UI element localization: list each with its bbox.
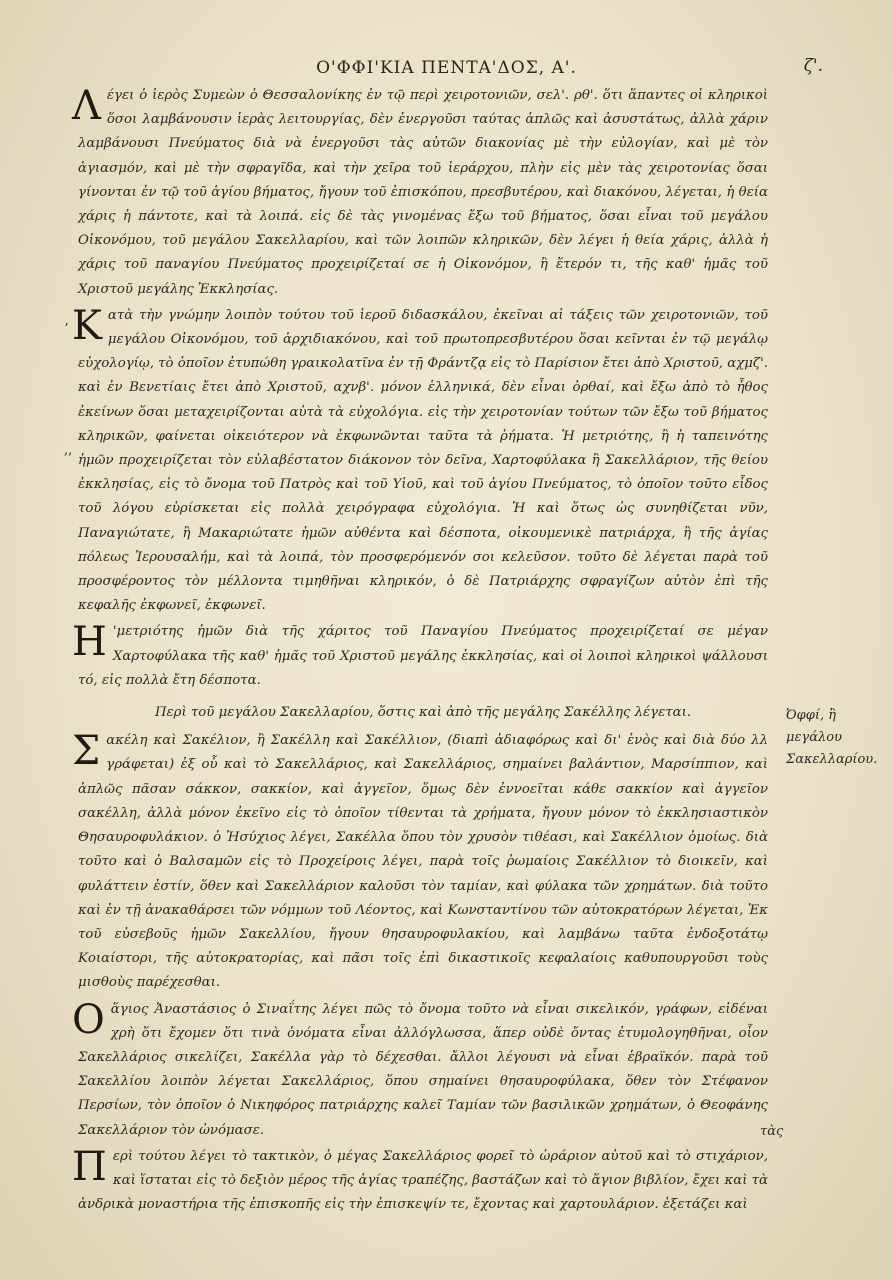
drop-cap: Η bbox=[72, 619, 107, 666]
paragraph-text: ατὰ τὴν γνώμην λοιπὸν τούτου τοῦ ἱεροῦ διδασκάλου, ἐκεῖναι αἱ τάξεις τῶν χειροτονιῶν, τοῦ μεγάλου Οἰκονόμου, τοῦ ἀρχιδιακόνου, καὶ τοῦ πρωτοπρεσβυτέρου ὅσαι κεῖνται ἐν τῷ μεγάλῳ εὐχολογίῳ, τὸ ὁποῖον ἐτυπώθη γραικολατῖνα ἐν τῇ Φράντζᾳ εἰς τὸ Παρίσιον ἔτει ἀπὸ Χριστοῦ, αχμζ'. καὶ ἐν Βενετίαις ἔτει ἀπὸ Χριστοῦ, αχνβ'. μόνον ἑλληνικά, δὲν εἶναι ὀρθαί, καὶ ἔξω ἀπὸ τὸ ἦθος ἐκείνων ὅσαι μεταχειρίζονται αὐτὰ τὰ εὐχολόγια. εἰς τὴν χειροτονίαν τούτων τῶν ἔξω τοῦ βήματος κληρικῶν, φαίνεται οἰκειότερον νὰ ἐκφωνῶνται ταῦτα τὰ ῥήματα. Ἡ μετριότης, ἢ ἡ ταπεινότης ἡμῶν προχειρίζεται τὸν εὐλαβέστατον διάκονον τὸν δεῖνα, Χαρτοφύλακα ἢ Σακελλάριον, τῆς θείου ἐκκλησίας, εἰς τὸ ὄνομα τοῦ Πατρὸς καὶ τοῦ Υἱοῦ, καὶ τοῦ ἁγίου Πνεύματος, τὸ ὁποῖον τοῦτο εἶδος τοῦ λόγου εὑρίσκεται εἰς πολλὰ χειρόγραφα εὐχολόγια. Ἡ καὶ ὅτως ὡς συνηθίζεται νῦν, Παναγιώτατε, ἢ Μακαριώτατε ἡμῶν αὐθέντα καὶ δέσποτα, οἰκουμενικὲ πατριάρχα, ἢ τῆς ἁγίας πόλεως Ἱερουσαλήμ, καὶ τὰ λοιπά, τὸν προσφερόμενόν σοι κελεῦσον. τοῦτο δὲ λέγεται παρὰ τοῦ προσφέροντος τὸν μέλλοντα τιμηθῆναι κληρικόν, ὁ δὲ Πατριάρχης σφραγίζων αὐτὸν ἐπὶ τῆς κεφαλῆς ἐκφωνεῖ, ἐκφωνεῖ. bbox=[78, 307, 768, 614]
paragraph bbox=[72, 83, 768, 302]
paragraph-text: έγει ὁ ἱερὸς Συμεὼν ὁ Θεσσαλονίκης ἐν τῷ περὶ χειροτονιῶν, σελ'. ρθ'. ὅτι ἅπαντες οἱ κληρικοὶ ὅσοι λαμβάνουσιν ἱερὰς λειτουργίας, δὲν ἐνεργοῦσι ταύτας ἁπλῶς καὶ ἀσυστάτως, ἀλλὰ χάριν λαμβάνουσι Πνεύματος διὰ νὰ ἐνεργοῦσι τὰς αὐτῶν διακονίας μὲ τὴν εὐλογίαν, καὶ μὲ τὸν ἁγιασμόν, καὶ μὲ τὴν σφραγῖδα, καὶ τὴν χεῖρα τοῦ ἱεράρχου, πλὴν εἰς μὲν τὰς χειροτονίας ὅσαι γίνονται ἐν τῷ τοῦ ἁγίου βήματος, ἤγουν τοῦ ἐπισκόπου, πρεσβυτέρου, καὶ διακόνου, λέγεται, ἡ θεία χάρις ἡ πάντοτε, καὶ τὰ λοιπά. εἰς δὲ τὰς γινομένας ἔξω τοῦ βήματος, ὅσαι εἶναι τοῦ μεγάλου Οἰκονόμου, τοῦ μεγάλου Σακελλαρίου, καὶ τῶν λοιπῶν κληρικῶν, δὲν λέγει ἡ θεία χάρις, ἀλλὰ ἡ χάρις τοῦ παναγίου Πνεύματος προχειρίζεταί σε ἡ Οἰκονόμον, ἢ ἕτερόν τι, τῆς καθ' ἡμᾶς τοῦ Χριστοῦ μεγάλης Ἐκκλησίας. bbox=[78, 88, 768, 297]
paragraph bbox=[72, 1143, 768, 1218]
section-heading: Περὶ τοῦ μεγάλου Σακελλαρίου, ὅστις καὶ ἀπὸ τῆς μεγάλης Σακέλλης λέγεται. bbox=[154, 705, 692, 721]
running-title: Ο'ΦΦΙ'ΚΙΑ ΠΕΝΤΑ'ΔΟΣ, Α'. bbox=[316, 58, 577, 78]
paragraph-text: ακέλη καὶ Σακέλιον, ἢ Σακέλλη καὶ Σακέλλιον, (διαπὶ ἀδιαφόρως καὶ δι' ἑνὸς καὶ διὰ δύο λλ γράφεται) ἐξ οὗ καὶ τὸ Σακελλάριος, καὶ Σακελλάριος, σημαίνει βαλάντιον, Μαρσίππιον, καὶ ἁπλῶς πᾶσαν σάκκον, σακκίον, καὶ ἀγγεῖον, ὅμως δὲν ἐννοεῖται κάθε σακκίον καὶ ἀγγεῖον σακέλλη, ἀλλὰ μόνον ἐκεῖνο εἰς τὸ ὁποῖον τίθενται τὰ χρήματα, ἤγουν μόνον τὸ ἐκκλησιαστικὸν Θησαυροφυλάκιον. ὁ Ἡσύχιος λέγει, Σακέλλα ὅπου τὸν χρυσὸν τιθέασι, καὶ Σακέλλιον ὁμοίως. διὰ τοῦτο καὶ ὁ Βαλσαμῶν εἰς τὸ Προχείροις λέγει, παρὰ τοῖς ῥωμαίοις Σακέλλιον τὸ διοικεῖν, καὶ φυλάττειν ἐστίν, ὅθεν καὶ Σακελλάριον καλοῦσι τὸν ταμίαν, καὶ φύλακα τῶν χρημάτων. διὰ τοῦτο καὶ ἐν τῇ ἀνακαθάρσει τῶν νόμμων τοῦ Λέοντος, καὶ Κωνσταντίνου τῶν αὐτοκρατόρων λέγεται, Ἐκ τοῦ εὐσεβοῦς ἡμῶν Σακελλίου, ἤγουν θησαυροφυλακίου, καὶ λαμβάνω ταῦτα ἐνδοξοτάτῳ Κοιαίστορι, τῆς αὐτοκρατορίας, καὶ πᾶσι τοῖς ἐπὶ δικαστικοῖς κεφαλαίοις καθυπουργοῦσι τοὺς μισθοὺς παρέχεσθαι. bbox=[78, 733, 768, 991]
drop-cap: Λ bbox=[72, 83, 101, 129]
margin-mark: ʼ bbox=[64, 322, 69, 337]
drop-cap: Π bbox=[72, 1143, 107, 1190]
paragraph bbox=[72, 728, 768, 995]
drop-cap: Σ bbox=[72, 728, 101, 775]
paragraph bbox=[72, 996, 768, 1143]
margin-mark: ,, bbox=[64, 443, 73, 458]
paragraph-text: ερὶ τούτου λέγει τὸ τακτικὸν, ὁ μέγας Σακελλάριος φορεῖ τὸ ὡράριον αὐτοῦ καὶ τὸ στιχάριον, καὶ ἵσταται εἰς τὸ δεξιὸν μέρος τῆς ἁγίας τραπέζης, βαστάζων καὶ τὸ ἅγιον βιβλίον, ἔχει καὶ τὰ ἀνδρικὰ μοναστήρια τῆς ἐπισκοπῆς εἰς τὴν ἐπισκεψίν τε, ἔχοντας καὶ χαρτουλάριον. ἐξετάζει καὶ bbox=[78, 1148, 768, 1213]
paragraph-text: ἅγιος Ἀναστάσιος ὁ Σιναΐτης λέγει πῶς τὸ ὄνομα τοῦτο νὰ εἶναι σικελικόν, γράφων, εἰδέναι χρὴ ὅτι ἔχομεν ὅτι τινὰ ὀνόματα εἶναι ἀλλόγλωσσα, ἅπερ οὐδὲ ὄντας ἐτυμολογηθῆναι, οἷον Σακελλάριος σικελίζει, Σακέλλα γὰρ τὸ δέχεσθαι. ἄλλοι λέγουσι νὰ εἶναι ἑβραϊκόν. παρὰ τοῦ Σακελλίου λοιπὸν λέγεται Σακελλάριος, ὅπου σημαίνει θησαυροφύλακα, ὅθεν τὸν Στέφανον Περσίων, τὸν ὁποῖον ὁ Νικηφόρος πατριάρχης καλεῖ Ταμίαν τῶν βασιλικῶν χρημάτων, ὁ Θεοφάνης Σακελλάριον τὸν ὠνόμασε. bbox=[78, 1001, 768, 1138]
folio-number: ζ'. bbox=[803, 56, 823, 76]
drop-cap: Ο bbox=[72, 996, 105, 1043]
margin-note: Ὀφφί, ἢ μεγάλου Σακελλαρίου. bbox=[786, 708, 878, 767]
catchword: τὰς bbox=[760, 1124, 784, 1139]
drop-cap: Κ bbox=[72, 302, 102, 349]
paragraph-text: 'μετριότης ἡμῶν διὰ τῆς χάριτος τοῦ Παναγίου Πνεύματος προχειρίζεταί σε μέγαν Χαρτοφύλακα τῆς καθ' ἡμᾶς τοῦ Χριστοῦ μεγάλης ἐκκλησίας, καὶ οἱ λοιποὶ κληρικοὶ ψάλλουσι τό, εἰς πολλὰ ἔτη δέσποτα. bbox=[78, 624, 768, 688]
paragraph bbox=[72, 619, 768, 693]
paragraph bbox=[72, 302, 768, 619]
main-text-block bbox=[72, 83, 768, 1217]
